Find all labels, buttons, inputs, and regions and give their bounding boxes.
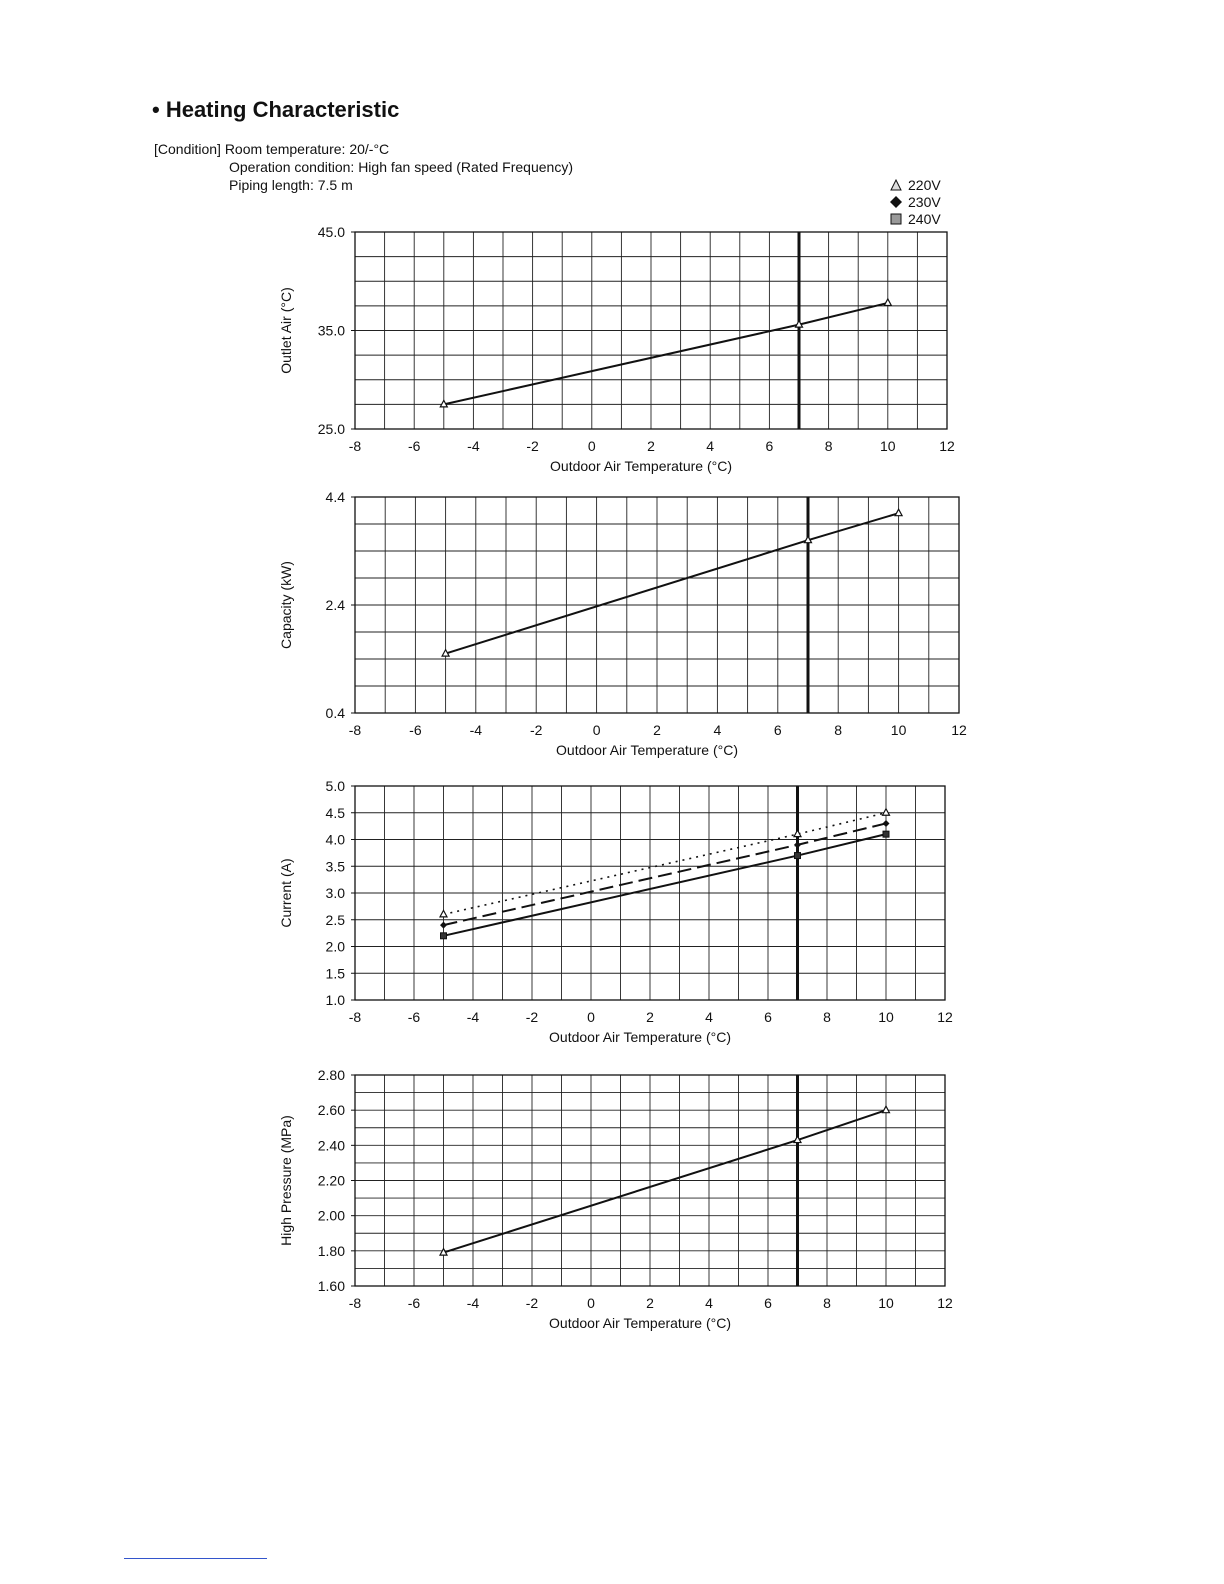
x-tick-label: -8	[348, 438, 362, 454]
y-tick-label: 2.40	[317, 1137, 345, 1154]
y-tick-label: 25.0	[317, 421, 345, 437]
x-tick-label: -8	[348, 1009, 362, 1025]
condition-room-temperature: [Condition] Room temperature: 20/-°C	[154, 141, 390, 157]
series-line-220v	[444, 1110, 887, 1252]
x-tick-label: -2	[525, 1295, 539, 1311]
x-tick-label: 4	[705, 1009, 713, 1025]
condition-operation: Operation condition: High fan speed (Rated Frequency)	[229, 159, 573, 175]
x-tick-label: -6	[407, 438, 421, 454]
x-tick-label: 6	[773, 722, 782, 738]
x-tick-label: -2	[529, 722, 543, 738]
x-tick-label: -4	[467, 438, 480, 454]
x-tick-label: 0	[587, 1009, 595, 1025]
x-tick-label: 2	[646, 1009, 654, 1025]
page-title: • Heating Characteristic	[152, 97, 400, 122]
y-tick-label: 2.20	[317, 1172, 345, 1189]
x-tick-label: 2	[653, 722, 661, 738]
x-tick-label: 12	[937, 1009, 953, 1025]
x-tick-label: 8	[824, 438, 833, 454]
x-tick-label: 10	[890, 722, 907, 738]
x-tick-label: 12	[937, 1295, 953, 1311]
x-tick-label: -6	[409, 722, 422, 738]
x-tick-label: 4	[706, 438, 715, 454]
x-tick-label: 6	[764, 1295, 772, 1311]
y-tick-label: 2.60	[317, 1102, 345, 1119]
x-axis-label: Outdoor Air Temperature (°C)	[549, 1315, 731, 1331]
y-tick-label: 4.5	[325, 804, 345, 821]
y-tick-label: 45.0	[317, 224, 345, 240]
x-tick-label: 8	[834, 722, 843, 738]
x-tick-label: -8	[348, 722, 362, 738]
footer-divider	[124, 1558, 267, 1559]
x-tick-label: 0	[592, 722, 601, 738]
x-tick-label: -4	[466, 1295, 480, 1311]
x-axis-label: Outdoor Air Temperature (°C)	[556, 742, 738, 758]
x-tick-label: 12	[939, 438, 955, 454]
x-tick-label: 4	[705, 1295, 713, 1311]
x-tick-label: 10	[878, 1295, 894, 1311]
x-tick-label: 0	[587, 438, 596, 454]
y-tick-label: 4.0	[325, 831, 345, 848]
y-tick-label: 1.80	[317, 1242, 345, 1259]
y-axis-label: Capacity (kW)	[278, 561, 294, 649]
y-tick-label: 2.00	[317, 1207, 345, 1224]
x-tick-label: 12	[951, 722, 967, 738]
x-tick-label: 10	[878, 1009, 894, 1025]
x-tick-label: 2	[646, 1295, 654, 1311]
y-tick-label: 2.0	[325, 938, 345, 955]
x-tick-label: 0	[587, 1295, 595, 1311]
x-tick-label: -8	[348, 1295, 362, 1311]
y-tick-label: 2.4	[325, 597, 345, 613]
x-tick-label: -4	[469, 722, 483, 738]
y-axis-label: Current (A)	[278, 858, 294, 928]
y-tick-label: 2.80	[317, 1067, 345, 1083]
x-tick-label: -6	[407, 1295, 421, 1311]
y-tick-label: 4.4	[325, 489, 345, 505]
y-tick-label: 1.60	[317, 1278, 345, 1294]
y-tick-label: 2.5	[325, 911, 345, 928]
y-tick-label: 5.0	[325, 778, 345, 794]
x-tick-label: 8	[823, 1295, 831, 1311]
x-tick-label: 4	[713, 722, 722, 738]
legend-label: 240V	[908, 210, 941, 227]
data-point-220v	[883, 1106, 890, 1113]
y-tick-label: 35.0	[317, 322, 345, 339]
legend-label: 220V	[908, 176, 941, 193]
x-tick-label: 6	[765, 438, 774, 454]
y-axis-label: Outlet Air (°C)	[278, 287, 294, 374]
y-tick-label: 0.4	[325, 705, 345, 721]
x-tick-label: 8	[823, 1009, 831, 1025]
x-tick-label: -2	[525, 1009, 539, 1025]
y-tick-label: 1.0	[325, 992, 345, 1008]
y-tick-label: 1.5	[325, 965, 345, 982]
legend-label: 230V	[908, 193, 941, 210]
condition-piping-length: Piping length: 7.5 m	[229, 177, 353, 193]
x-axis-label: Outdoor Air Temperature (°C)	[550, 458, 732, 474]
x-tick-label: 6	[764, 1009, 772, 1025]
x-tick-label: 10	[880, 438, 896, 454]
x-axis-label: Outdoor Air Temperature (°C)	[549, 1029, 731, 1045]
x-tick-label: -2	[526, 438, 539, 454]
x-tick-label: 2	[647, 438, 655, 454]
y-tick-label: 3.0	[325, 885, 345, 901]
y-axis-label: High Pressure (MPa)	[278, 1115, 294, 1246]
x-tick-label: -6	[407, 1009, 421, 1025]
x-tick-label: -4	[466, 1009, 480, 1025]
y-tick-label: 3.5	[325, 858, 345, 875]
